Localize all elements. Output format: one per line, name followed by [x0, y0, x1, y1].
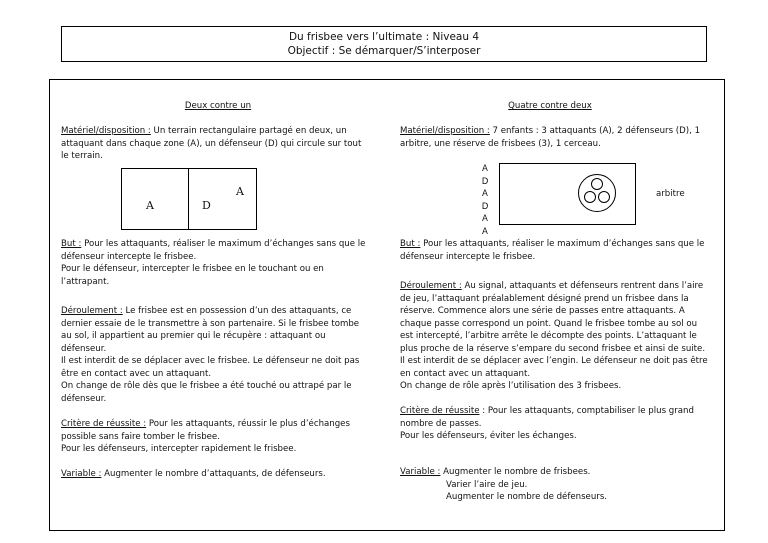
left-variable-text: Augmenter le nombre d’attaquants, de défenseurs.	[101, 469, 326, 479]
hoop-icon	[578, 174, 616, 212]
left-variable-label: Variable :	[61, 469, 102, 479]
left-critere-label: Critère de réussite :	[61, 419, 147, 429]
left-but	[61, 238, 371, 288]
left-heading-wrap	[49, 100, 387, 113]
right-but-text: Pour les attaquants, réaliser le maximum d’échanges sans que le défenseur intercepte le frisbee.	[400, 239, 705, 262]
left-but-text: Pour les attaquants, réaliser le maximum d’échanges sans que le défenseur intercepte le frisbee.	[61, 239, 366, 262]
right-deroulement	[400, 280, 710, 393]
frisbee-icon	[584, 191, 596, 203]
player-1: A	[482, 164, 488, 174]
left-zone-attacker: A	[146, 199, 154, 212]
left-critere-text2: Pour les défenseurs, intercepter rapidement le frisbee.	[61, 444, 297, 454]
page-title: Du frisbee vers l’ultimate : Niveau 4	[288, 31, 480, 43]
left-materiel	[61, 125, 367, 163]
player-6: A	[482, 226, 488, 237]
right-materiel	[400, 125, 706, 150]
player-5: A	[482, 214, 488, 225]
right-deroulement-label: Déroulement :	[400, 281, 462, 291]
right-variable-text: Augmenter le nombre de frisbees.	[440, 467, 591, 477]
left-critere	[61, 418, 371, 456]
right-critere-text2: Pour les défenseurs, éviter les échanges.	[400, 431, 577, 441]
right-variable	[400, 466, 710, 504]
left-critere-text: Pour les attaquants, réussir le plus d’échanges possible sans faire tomber le frisbee.	[61, 419, 350, 442]
left-but-label: But :	[61, 239, 82, 249]
right-zone-attacker: A	[236, 185, 244, 198]
right-variable-label: Variable :	[400, 467, 441, 477]
right-deroulement-text3: On change de rôle après l’utilisation des 3 frisbees.	[400, 381, 622, 391]
right-heading-wrap	[388, 100, 712, 113]
frisbee-icon	[591, 178, 603, 190]
right-critere-label: Critère de réussite	[400, 406, 480, 416]
right-heading: Quatre contre deux	[508, 101, 592, 111]
left-deroulement-text: Le frisbee est en possession d’un des attaquants, ce dernier essaie de le transmettre à son partenaire. Si le frisbee tombe au sol, il appartient au premier qui le récupère : attaquant ou défenseur.	[61, 306, 360, 354]
right-but-label: But :	[400, 239, 421, 249]
left-field-diagram	[121, 168, 257, 230]
player-4: D	[481, 201, 489, 212]
page-objective: Objectif : Se démarquer/S’interposer	[287, 45, 481, 57]
right-critere	[400, 405, 710, 443]
right-variable-text2: Varier l’aire de jeu.	[446, 479, 528, 490]
left-variable	[61, 468, 371, 481]
frisbee-icon	[598, 191, 610, 203]
right-critere-text: : Pour les attaquants, comptabiliser le plus grand nombre de passes.	[400, 406, 694, 429]
left-heading: Deux contre un	[184, 101, 252, 111]
right-deroulement-text: Au signal, attaquants et défenseurs rentrent dans l’aire de jeu, l’attaquant préalablement désigné prend un frisbee dans la réserve. Commence alors une série de passes entre attaquants. A chaque passe correspond un point. Quand le frisbee tombe au sol ou est intercepté, l’arbitre arrête le décompte des points. L’attaquant le plus proche de la réserve s’empare du second frisbee et ainsi de suite.	[400, 281, 706, 354]
right-deroulement-text2: Il est interdit de se déplacer avec l’engin. Le défenseur ne doit pas être en contact avec un attaquant.	[400, 356, 708, 379]
left-deroulement-text2: Il est interdit de se déplacer avec le frisbee. Le défenseur ne doit pas être en contact avec un attaquant.	[61, 356, 360, 379]
player-2: D	[481, 176, 489, 187]
left-materiel-label: Matériel/disposition :	[61, 126, 151, 136]
arbitre-label: arbitre	[656, 189, 685, 199]
right-materiel-text: 7 enfants : 3 attaquants (A), 2 défenseurs (D), 1 arbitre, une réserve de frisbees (3), 1 cerceau.	[400, 126, 701, 149]
right-materiel-label: Matériel/disposition :	[400, 126, 490, 136]
left-but-text2: Pour le défenseur, intercepter le frisbee en le touchant ou en l’attrapant.	[61, 264, 324, 287]
player-3: A	[482, 189, 488, 200]
header-box	[61, 26, 707, 62]
left-materiel-text: Un terrain rectangulaire partagé en deux, un attaquant dans chaque zone (A), un défenseur (D) qui circule sur tout le terrain.	[61, 126, 362, 161]
right-zone-defender: D	[202, 199, 211, 212]
left-deroulement-text3: On change de rôle dès que le frisbee a été touché ou attrapé par le défenseur.	[61, 381, 352, 404]
player-column	[478, 163, 492, 239]
field-divider	[188, 169, 189, 229]
right-variable-text3: Augmenter le nombre de défenseurs.	[446, 492, 608, 502]
left-deroulement-label: Déroulement :	[61, 306, 123, 316]
right-field-diagram	[499, 163, 636, 225]
left-deroulement	[61, 305, 371, 405]
right-but	[400, 238, 712, 263]
